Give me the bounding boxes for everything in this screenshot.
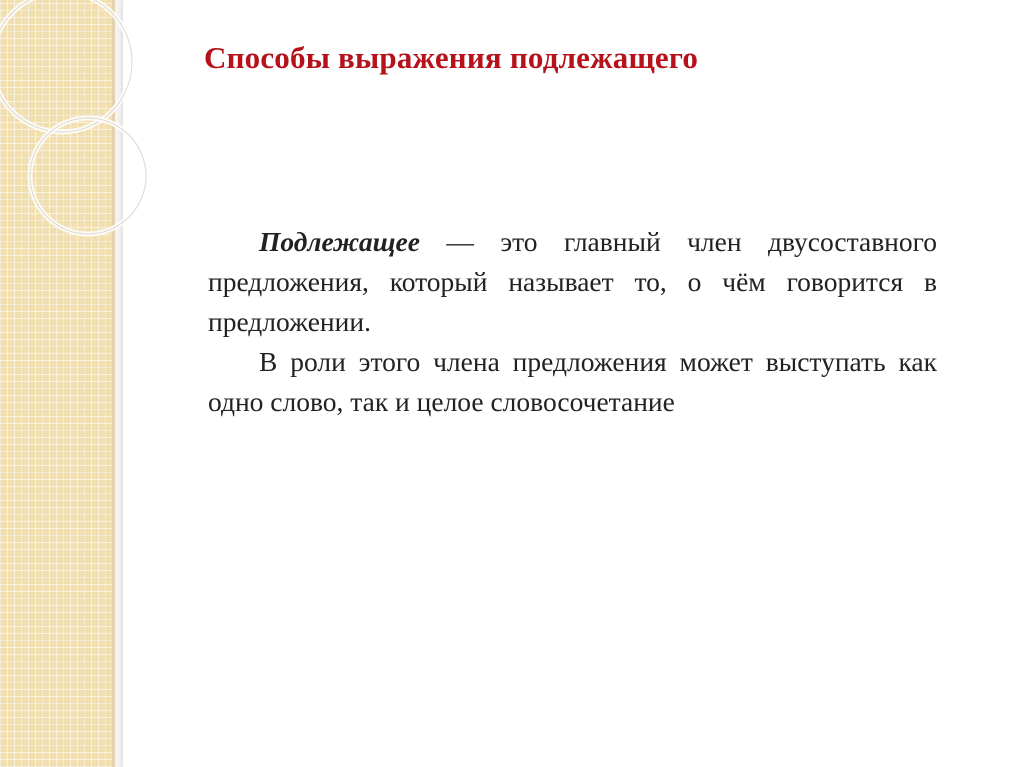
definition-text: — это главный член двусоставного предложения, который называет то, о чём говорится в предложении. — [208, 226, 937, 337]
term-subject: Подлежащее — [259, 226, 420, 257]
body-text — [208, 222, 937, 422]
slide-title: Способы выражения подлежащего — [204, 40, 699, 75]
ring-top — [0, 0, 132, 132]
decorative-rings — [0, 0, 200, 300]
ring-bottom — [30, 118, 146, 234]
definition-paragraph — [208, 222, 937, 342]
role-paragraph: В роли этого члена предложения может выступать как одно слово, так и целое словосочетание — [208, 346, 937, 417]
